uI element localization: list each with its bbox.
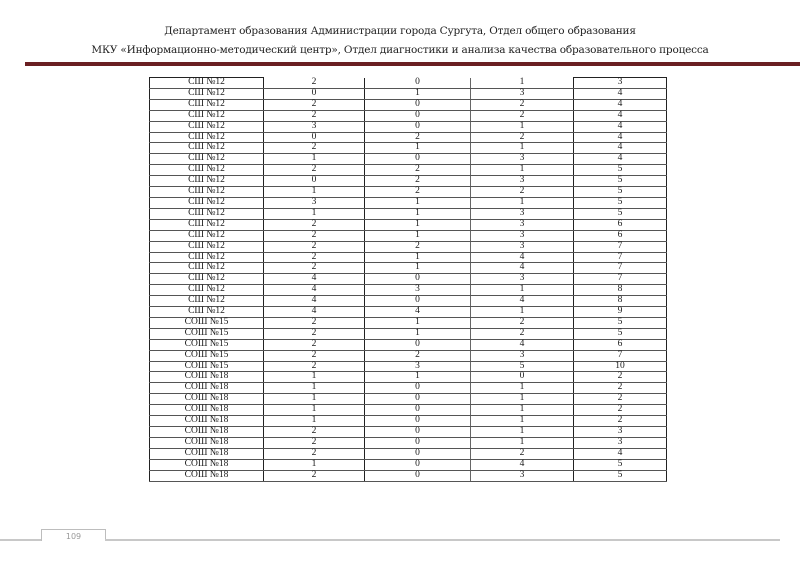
value-cell: 0: [365, 121, 471, 132]
value-cell: 0: [365, 437, 471, 448]
school-cell: СОШ №18: [150, 416, 264, 427]
value-cell: 5: [574, 176, 667, 187]
value-cell: 7: [574, 241, 667, 252]
school-cell: СШ №12: [150, 121, 264, 132]
value-cell: 1: [264, 416, 365, 427]
school-cell: СШ №12: [150, 110, 264, 121]
value-cell: 0: [365, 470, 471, 481]
value-cell: 2: [264, 230, 365, 241]
table-row: [150, 208, 667, 219]
table-row: [150, 328, 667, 339]
school-cell: СОШ №18: [150, 470, 264, 481]
value-cell: 1: [471, 285, 574, 296]
value-cell: 0: [365, 78, 471, 89]
value-cell: 5: [574, 208, 667, 219]
table-row: [150, 187, 667, 198]
school-cell: СОШ №15: [150, 361, 264, 372]
table-row: [150, 241, 667, 252]
table-row: [150, 263, 667, 274]
value-cell: 1: [471, 394, 574, 405]
school-cell: СШ №12: [150, 165, 264, 176]
table-row: [150, 416, 667, 427]
value-cell: 1: [365, 197, 471, 208]
value-cell: 2: [574, 405, 667, 416]
value-cell: 2: [365, 241, 471, 252]
value-cell: 0: [365, 274, 471, 285]
table-row: [150, 99, 667, 110]
value-cell: 3: [471, 230, 574, 241]
value-cell: 5: [574, 317, 667, 328]
value-cell: 4: [471, 252, 574, 263]
value-cell: 4: [264, 274, 365, 285]
value-cell: 1: [264, 187, 365, 198]
value-cell: 2: [264, 427, 365, 438]
value-cell: 0: [365, 383, 471, 394]
table-row: [150, 394, 667, 405]
value-cell: 1: [264, 383, 365, 394]
table-row: [150, 252, 667, 263]
page-number: 109: [41, 529, 106, 541]
value-cell: 2: [365, 350, 471, 361]
value-cell: 4: [574, 154, 667, 165]
value-cell: 1: [365, 328, 471, 339]
value-cell: 2: [264, 99, 365, 110]
value-cell: 2: [574, 394, 667, 405]
value-cell: 5: [574, 165, 667, 176]
school-cell: СШ №12: [150, 263, 264, 274]
value-cell: 3: [471, 154, 574, 165]
value-cell: 3: [264, 121, 365, 132]
value-cell: 2: [365, 165, 471, 176]
table-row: [150, 361, 667, 372]
school-cell: СОШ №15: [150, 317, 264, 328]
value-cell: 8: [574, 285, 667, 296]
value-cell: 4: [574, 110, 667, 121]
value-cell: 1: [471, 165, 574, 176]
value-cell: 3: [471, 219, 574, 230]
value-cell: 7: [574, 263, 667, 274]
school-cell: СШ №12: [150, 154, 264, 165]
value-cell: 5: [574, 187, 667, 198]
value-cell: 2: [365, 132, 471, 143]
value-cell: 2: [471, 317, 574, 328]
value-cell: 1: [365, 252, 471, 263]
value-cell: 2: [264, 448, 365, 459]
value-cell: 7: [574, 252, 667, 263]
table-row: [150, 121, 667, 132]
value-cell: 4: [365, 307, 471, 318]
value-cell: 1: [471, 121, 574, 132]
value-cell: 4: [574, 99, 667, 110]
value-cell: 5: [574, 459, 667, 470]
value-cell: 0: [365, 416, 471, 427]
header-divider: [25, 62, 800, 66]
table-row: [150, 230, 667, 241]
school-cell: СОШ №18: [150, 427, 264, 438]
table-row: [150, 437, 667, 448]
value-cell: 2: [365, 176, 471, 187]
value-cell: 4: [574, 121, 667, 132]
value-cell: 1: [471, 78, 574, 89]
school-cell: СШ №12: [150, 230, 264, 241]
value-cell: 2: [471, 448, 574, 459]
value-cell: 4: [264, 285, 365, 296]
value-cell: 2: [471, 110, 574, 121]
value-cell: 2: [574, 383, 667, 394]
table-row: [150, 88, 667, 99]
table-row: [150, 317, 667, 328]
value-cell: 2: [471, 99, 574, 110]
table-row: [150, 197, 667, 208]
table-row: [150, 154, 667, 165]
school-cell: СОШ №18: [150, 405, 264, 416]
value-cell: 0: [365, 339, 471, 350]
value-cell: 5: [574, 328, 667, 339]
school-cell: СОШ №15: [150, 350, 264, 361]
value-cell: 2: [264, 219, 365, 230]
table-row: [150, 165, 667, 176]
table-row: [150, 405, 667, 416]
value-cell: 1: [264, 372, 365, 383]
value-cell: 3: [471, 470, 574, 481]
value-cell: 2: [471, 187, 574, 198]
table-row: [150, 383, 667, 394]
value-cell: 3: [471, 241, 574, 252]
value-cell: 2: [264, 110, 365, 121]
value-cell: 4: [471, 339, 574, 350]
header-center-line: МКУ «Информационно-методический центр», Отдел диагностики и анализа качества образовательного процесса: [91, 44, 709, 56]
value-cell: 2: [264, 165, 365, 176]
value-cell: 0: [365, 110, 471, 121]
value-cell: 0: [365, 427, 471, 438]
table-row: [150, 372, 667, 383]
school-cell: СШ №12: [150, 197, 264, 208]
value-cell: 1: [471, 307, 574, 318]
value-cell: 4: [574, 132, 667, 143]
value-cell: 3: [264, 197, 365, 208]
value-cell: 2: [264, 437, 365, 448]
value-cell: 0: [365, 99, 471, 110]
value-cell: 3: [471, 176, 574, 187]
school-cell: СШ №12: [150, 307, 264, 318]
school-cell: СОШ №18: [150, 383, 264, 394]
value-cell: 3: [471, 208, 574, 219]
value-cell: 2: [574, 372, 667, 383]
value-cell: 3: [471, 350, 574, 361]
school-cell: СШ №12: [150, 296, 264, 307]
school-cell: СШ №12: [150, 176, 264, 187]
value-cell: 2: [264, 78, 365, 89]
table-row: [150, 176, 667, 187]
value-cell: 1: [365, 230, 471, 241]
school-cell: СШ №12: [150, 208, 264, 219]
value-cell: 3: [365, 361, 471, 372]
value-cell: 1: [264, 459, 365, 470]
school-cell: СОШ №18: [150, 394, 264, 405]
value-cell: 1: [365, 263, 471, 274]
results-table-body: [150, 78, 667, 482]
table-row: [150, 427, 667, 438]
school-cell: СОШ №15: [150, 328, 264, 339]
value-cell: 7: [574, 350, 667, 361]
value-cell: 1: [471, 383, 574, 394]
value-cell: 0: [264, 88, 365, 99]
value-cell: 1: [365, 208, 471, 219]
value-cell: 0: [264, 132, 365, 143]
value-cell: 2: [264, 263, 365, 274]
table-row: [150, 274, 667, 285]
table-row: [150, 339, 667, 350]
value-cell: 1: [471, 437, 574, 448]
value-cell: 2: [264, 361, 365, 372]
value-cell: 0: [365, 405, 471, 416]
footer-divider-right: [105, 539, 780, 541]
value-cell: 1: [471, 416, 574, 427]
table-row: [150, 285, 667, 296]
table-row: [150, 143, 667, 154]
value-cell: 1: [471, 405, 574, 416]
value-cell: 8: [574, 296, 667, 307]
value-cell: 0: [365, 154, 471, 165]
value-cell: 0: [365, 394, 471, 405]
value-cell: 0: [471, 372, 574, 383]
value-cell: 2: [264, 317, 365, 328]
value-cell: 2: [264, 328, 365, 339]
value-cell: 2: [264, 339, 365, 350]
value-cell: 7: [574, 274, 667, 285]
value-cell: 6: [574, 339, 667, 350]
value-cell: 9: [574, 307, 667, 318]
value-cell: 1: [471, 197, 574, 208]
table-row: [150, 459, 667, 470]
school-cell: СОШ №18: [150, 437, 264, 448]
school-cell: СШ №12: [150, 143, 264, 154]
value-cell: 4: [574, 88, 667, 99]
school-cell: СОШ №15: [150, 339, 264, 350]
school-cell: СОШ №18: [150, 448, 264, 459]
value-cell: 1: [365, 372, 471, 383]
table-row: [150, 219, 667, 230]
value-cell: 4: [471, 263, 574, 274]
value-cell: 3: [574, 437, 667, 448]
value-cell: 3: [471, 88, 574, 99]
value-cell: 3: [574, 78, 667, 89]
value-cell: 0: [365, 448, 471, 459]
value-cell: 2: [264, 350, 365, 361]
school-cell: СШ №12: [150, 132, 264, 143]
value-cell: 1: [264, 154, 365, 165]
value-cell: 4: [264, 296, 365, 307]
footer-divider-left: [0, 539, 41, 541]
school-cell: СШ №12: [150, 88, 264, 99]
value-cell: 2: [264, 241, 365, 252]
value-cell: 1: [365, 88, 471, 99]
value-cell: 2: [574, 416, 667, 427]
value-cell: 4: [574, 448, 667, 459]
results-table: [149, 77, 667, 482]
value-cell: 5: [574, 470, 667, 481]
school-cell: СШ №12: [150, 252, 264, 263]
school-cell: СШ №12: [150, 285, 264, 296]
school-cell: СШ №12: [150, 219, 264, 230]
value-cell: 2: [365, 187, 471, 198]
value-cell: 10: [574, 361, 667, 372]
table-row: [150, 350, 667, 361]
value-cell: 2: [471, 132, 574, 143]
table-row: [150, 110, 667, 121]
table-row: [150, 307, 667, 318]
school-cell: СОШ №18: [150, 372, 264, 383]
school-cell: СШ №12: [150, 274, 264, 285]
value-cell: 5: [574, 197, 667, 208]
value-cell: 0: [365, 296, 471, 307]
value-cell: 4: [264, 307, 365, 318]
value-cell: 3: [365, 285, 471, 296]
table-row: [150, 132, 667, 143]
value-cell: 1: [365, 317, 471, 328]
school-cell: СШ №12: [150, 99, 264, 110]
value-cell: 1: [264, 405, 365, 416]
value-cell: 6: [574, 230, 667, 241]
value-cell: 1: [264, 394, 365, 405]
school-cell: СОШ №18: [150, 459, 264, 470]
value-cell: 1: [365, 143, 471, 154]
value-cell: 1: [264, 208, 365, 219]
school-cell: СШ №12: [150, 78, 264, 89]
value-cell: 4: [471, 296, 574, 307]
value-cell: 5: [471, 361, 574, 372]
school-cell: СШ №12: [150, 187, 264, 198]
value-cell: 1: [471, 427, 574, 438]
value-cell: 1: [471, 143, 574, 154]
value-cell: 2: [471, 328, 574, 339]
table-row: [150, 448, 667, 459]
value-cell: 2: [264, 470, 365, 481]
value-cell: 0: [365, 459, 471, 470]
value-cell: 4: [471, 459, 574, 470]
value-cell: 2: [264, 252, 365, 263]
value-cell: 3: [471, 274, 574, 285]
school-cell: СШ №12: [150, 241, 264, 252]
value-cell: 1: [365, 219, 471, 230]
value-cell: 3: [574, 427, 667, 438]
table-row: [150, 296, 667, 307]
value-cell: 0: [264, 176, 365, 187]
table-row: [150, 470, 667, 481]
table-row: [150, 78, 667, 89]
value-cell: 4: [574, 143, 667, 154]
value-cell: 6: [574, 219, 667, 230]
header-department-line: Департамент образования Администрации города Сургута, Отдел общего образования: [164, 25, 636, 37]
value-cell: 2: [264, 143, 365, 154]
